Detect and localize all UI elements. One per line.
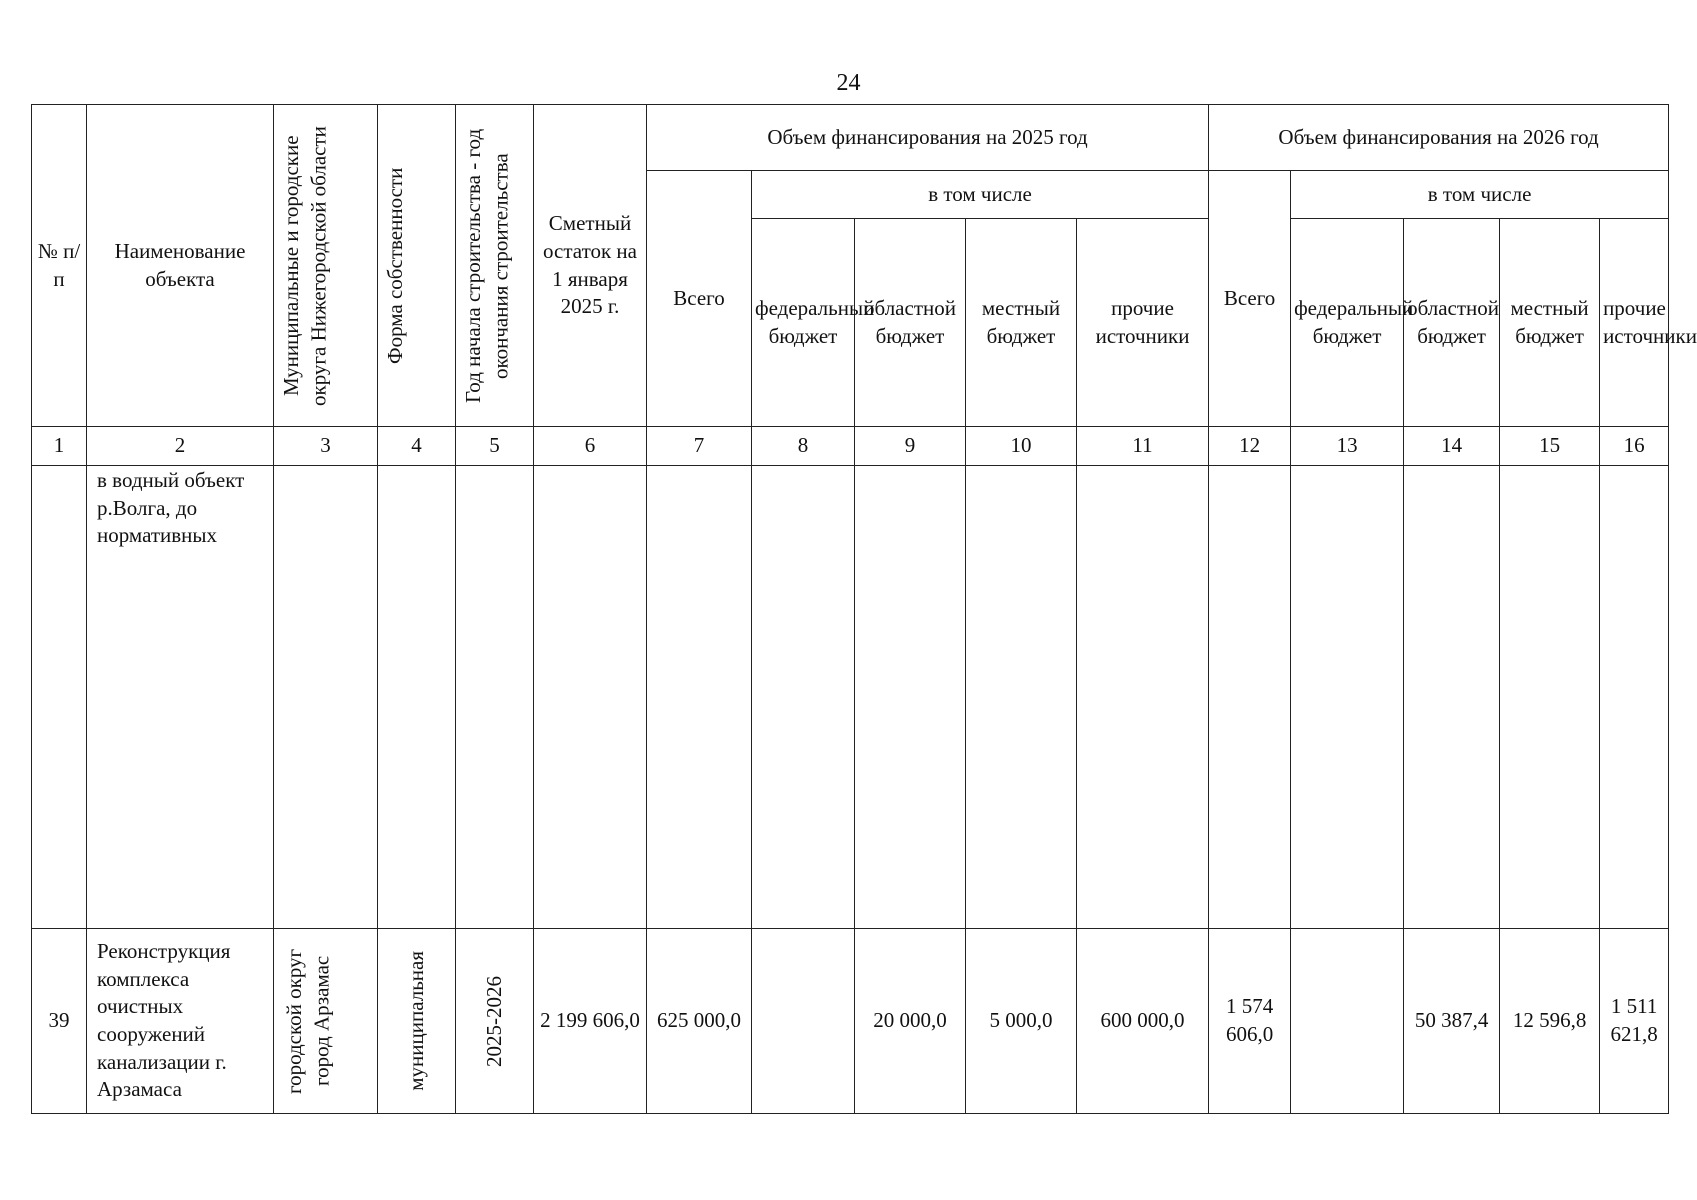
row-other-2026: 1 511 621,8 <box>1600 929 1669 1114</box>
header-num: № п/п <box>32 105 87 427</box>
table-cell <box>534 466 647 929</box>
row-total-2025: 625 000,0 <box>647 929 752 1114</box>
header-local-2025: местный бюджет <box>966 219 1077 427</box>
column-number: 5 <box>456 427 534 466</box>
table-cell <box>855 466 966 929</box>
column-number: 2 <box>87 427 274 466</box>
row-federal-2025 <box>752 929 855 1114</box>
row-federal-2026 <box>1291 929 1404 1114</box>
table-row-39 <box>32 929 1669 1114</box>
table-cell <box>1500 466 1600 929</box>
row-regional-2025: 20 000,0 <box>855 929 966 1114</box>
page-number: 24 <box>836 70 861 96</box>
header-years-cell <box>456 105 534 427</box>
header-balance: Сметный остаток на 1 января 2025 г. <box>534 105 647 427</box>
header-ownership: Форма собственности <box>382 167 407 364</box>
table-cell <box>1600 466 1669 929</box>
table-cell <box>274 466 378 929</box>
table-cell <box>1404 466 1500 929</box>
row-num: 39 <box>32 929 87 1114</box>
table-cell <box>647 466 752 929</box>
row-ownership-cell <box>378 929 456 1114</box>
row-municipality-cell <box>274 929 378 1114</box>
column-number: 10 <box>966 427 1077 466</box>
column-number: 7 <box>647 427 752 466</box>
row-regional-2026: 50 387,4 <box>1404 929 1500 1114</box>
header-federal-2025: федеральный бюджет <box>752 219 855 427</box>
column-number: 4 <box>378 427 456 466</box>
row-local-2026: 12 596,8 <box>1500 929 1600 1114</box>
column-number-row <box>32 427 1669 466</box>
header-total-2025: Всего <box>647 171 752 427</box>
column-number: 15 <box>1500 427 1600 466</box>
column-number: 6 <box>534 427 647 466</box>
column-number: 14 <box>1404 427 1500 466</box>
row-years-cell <box>456 929 534 1114</box>
header-municipality: Муниципальные и городские округа Нижегородской области <box>278 125 331 406</box>
table-cell <box>456 466 534 929</box>
header-municipality-cell <box>274 105 378 427</box>
row-ownership: муниципальная <box>403 951 428 1091</box>
column-number: 11 <box>1077 427 1209 466</box>
column-number: 1 <box>32 427 87 466</box>
header-other-2025: прочие источники <box>1077 219 1209 427</box>
header-ownership-cell <box>378 105 456 427</box>
table-cell <box>1291 466 1404 929</box>
header-other-2026: прочие источники <box>1600 219 1669 427</box>
row-total-2026: 1 574 606,0 <box>1209 929 1291 1114</box>
row-years: 2025-2026 <box>481 975 506 1067</box>
table-cell <box>378 466 456 929</box>
financing-table <box>31 104 1697 1114</box>
header-including-2026: в том числе <box>1291 171 1669 219</box>
column-number: 16 <box>1600 427 1669 466</box>
continuation-name: в водный объект р.Волга, до нормативных <box>87 466 274 929</box>
row-object-name: Реконструкция комплекса очистных сооружений канализации г. Арзамаса <box>87 929 274 1114</box>
header-federal-2026: федеральный бюджет <box>1291 219 1404 427</box>
table-cell <box>966 466 1077 929</box>
header-regional-2026: областной бюджет <box>1404 219 1500 427</box>
header-years: Год начала строительства - год окончания строительства <box>460 128 513 403</box>
header-group-2026: Объем финансирования на 2026 год <box>1209 105 1669 171</box>
table-cell <box>1209 466 1291 929</box>
header-including-2025: в том числе <box>752 171 1209 219</box>
table-cell <box>752 466 855 929</box>
row-municipality: городской округ город Арзамас <box>281 948 334 1094</box>
row-other-2025: 600 000,0 <box>1077 929 1209 1114</box>
column-number: 3 <box>274 427 378 466</box>
header-total-2026: Всего <box>1209 171 1291 427</box>
column-number: 9 <box>855 427 966 466</box>
header-regional-2025: областной бюджет <box>855 219 966 427</box>
table-cell <box>1077 466 1209 929</box>
column-number: 13 <box>1291 427 1404 466</box>
column-number: 8 <box>752 427 855 466</box>
continuation-row <box>32 466 1669 929</box>
table-cell <box>32 466 87 929</box>
row-local-2025: 5 000,0 <box>966 929 1077 1114</box>
header-local-2026: местный бюджет <box>1500 219 1600 427</box>
column-number: 12 <box>1209 427 1291 466</box>
header-name: Наименование объекта <box>87 105 274 427</box>
row-balance: 2 199 606,0 <box>534 929 647 1114</box>
header-row-1 <box>32 105 1669 171</box>
header-group-2025: Объем финансирования на 2025 год <box>647 105 1209 171</box>
